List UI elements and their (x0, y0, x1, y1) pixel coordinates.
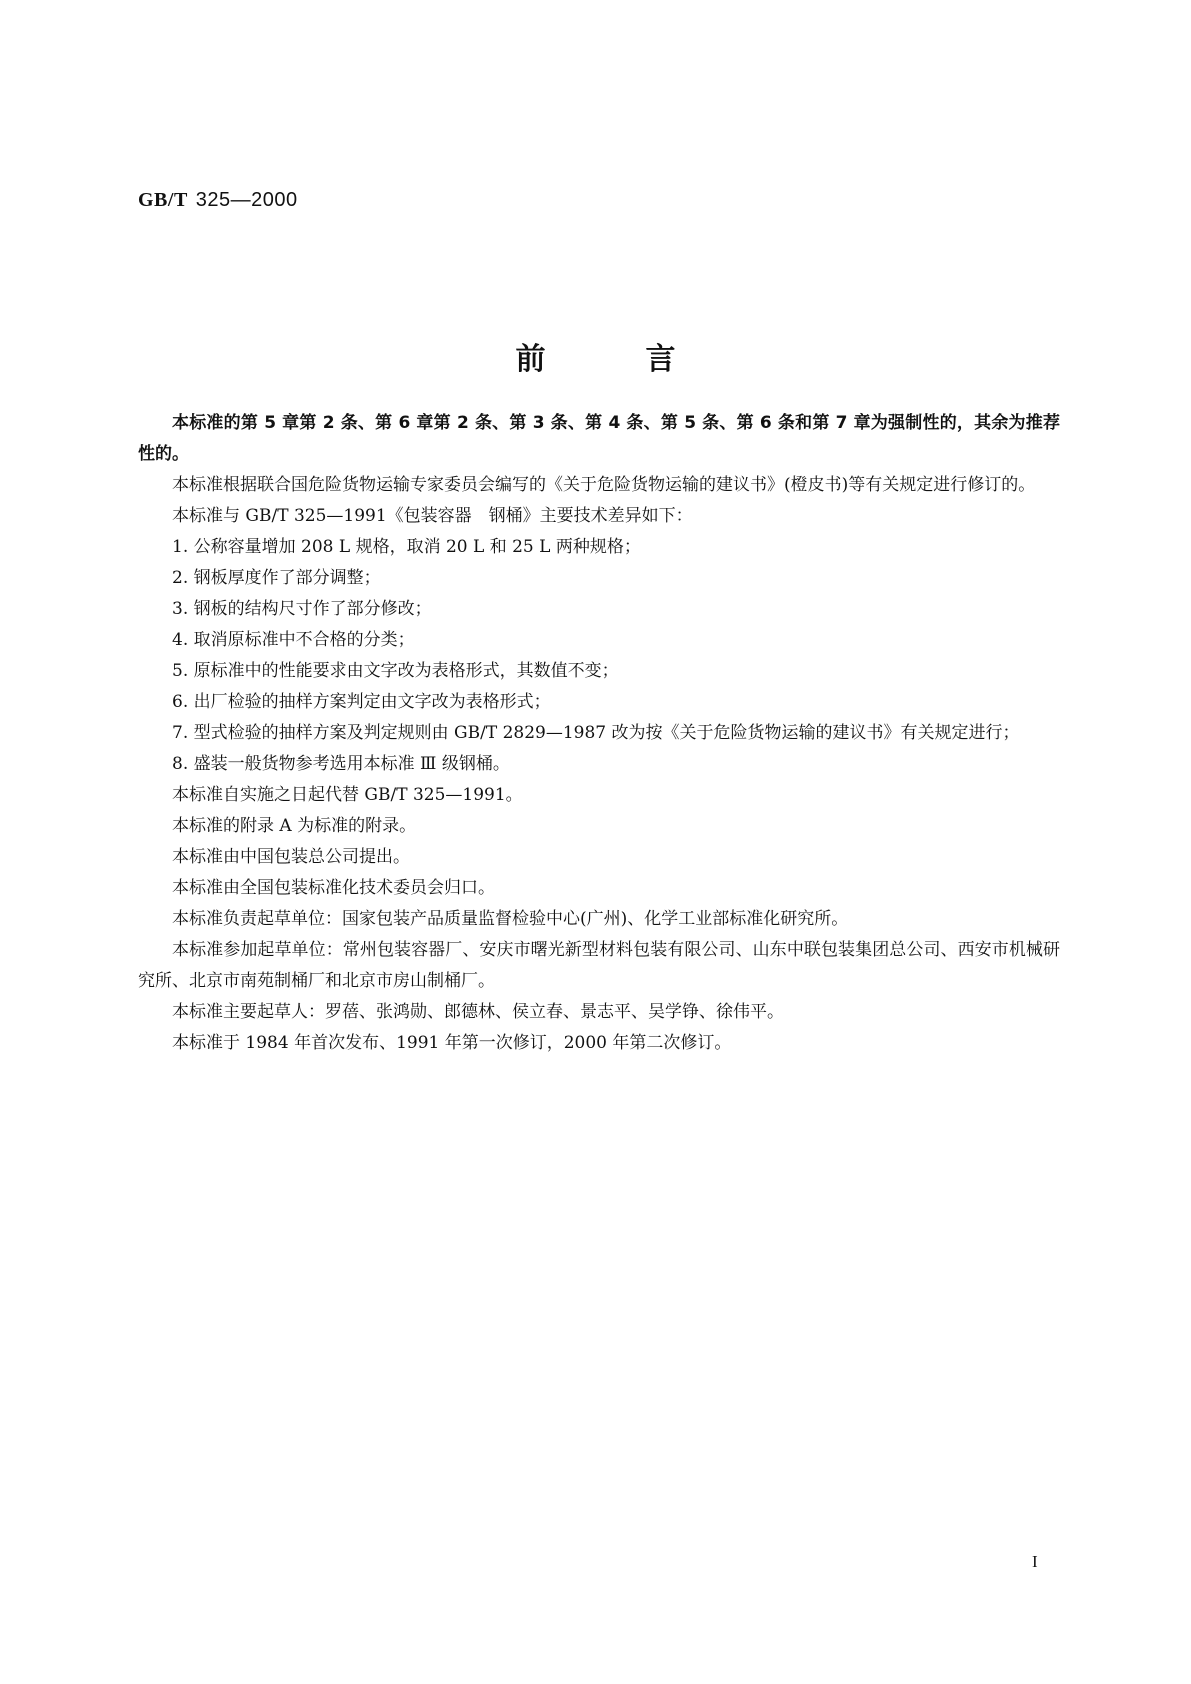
proposer-paragraph: 本标准由中国包装总公司提出。 (172, 847, 410, 867)
standard-code: GB/T (138, 189, 188, 211)
differences-intro-paragraph: 本标准与 GB/T 325—1991《包装容器 钢桶》主要技术差异如下： (172, 506, 693, 526)
mandatory-clause-paragraph: 本标准的第 5 章第 2 条、第 6 章第 2 条、第 3 条、第 4 条、第 5 条、第 6 条和第 7 章为强制性的，其余为推荐性的。 (138, 413, 1060, 464)
foreword-body (138, 408, 1060, 1059)
committee-paragraph: 本标准由全国包装标准化技术委员会归口。 (172, 878, 495, 898)
difference-item: 6. 出厂检验的抽样方案判定由文字改为表格形式； (172, 692, 551, 712)
difference-item: 8. 盛装一般货物参考选用本标准 Ⅲ 级钢桶。 (172, 754, 510, 774)
page-title: 前言 (515, 342, 776, 377)
difference-item: 1. 公称容量增加 208 L 规格，取消 20 L 和 25 L 两种规格； (172, 537, 641, 557)
difference-item: 5. 原标准中的性能要求由文字改为表格形式，其数值不变； (172, 661, 619, 681)
replacement-paragraph: 本标准自实施之日起代替 GB/T 325—1991。 (172, 785, 523, 805)
publication-history-paragraph: 本标准于 1984 年首次发布、1991 年第一次修订，2000 年第二次修订。 (172, 1033, 732, 1053)
lead-drafters-paragraph: 本标准负责起草单位：国家包装产品质量监督检验中心(广州)、化学工业部标准化研究所。 (172, 909, 849, 929)
standard-number (138, 189, 298, 212)
revision-basis-paragraph: 本标准根据联合国危险货物运输专家委员会编写的《关于危险货物运输的建议书》(橙皮书)等有关规定进行修订的。 (172, 475, 1036, 495)
difference-item: 4. 取消原标准中不合格的分类； (172, 630, 415, 650)
difference-item: 3. 钢板的结构尺寸作了部分修改； (172, 599, 432, 619)
appendix-paragraph: 本标准的附录 A 为标准的附录。 (172, 816, 417, 836)
participating-drafters-paragraph: 本标准参加起草单位：常州包装容器厂、安庆市曙光新型材料包装有限公司、山东中联包装集团总公司、西安市机械研究所、北京市南苑制桶厂和北京市房山制桶厂。 (138, 940, 1060, 991)
page-number: I (1032, 1552, 1038, 1571)
standard-year: 325—2000 (195, 189, 298, 211)
difference-item: 2. 钢板厚度作了部分调整； (172, 568, 381, 588)
difference-item: 7. 型式检验的抽样方案及判定规则由 GB/T 2829—1987 改为按《关于危险货物运输的建议书》有关规定进行； (172, 723, 1020, 743)
main-drafters-paragraph: 本标准主要起草人：罗蓓、张鸿勋、郎德林、侯立春、景志平、吴学铮、徐伟平。 (172, 1002, 784, 1022)
